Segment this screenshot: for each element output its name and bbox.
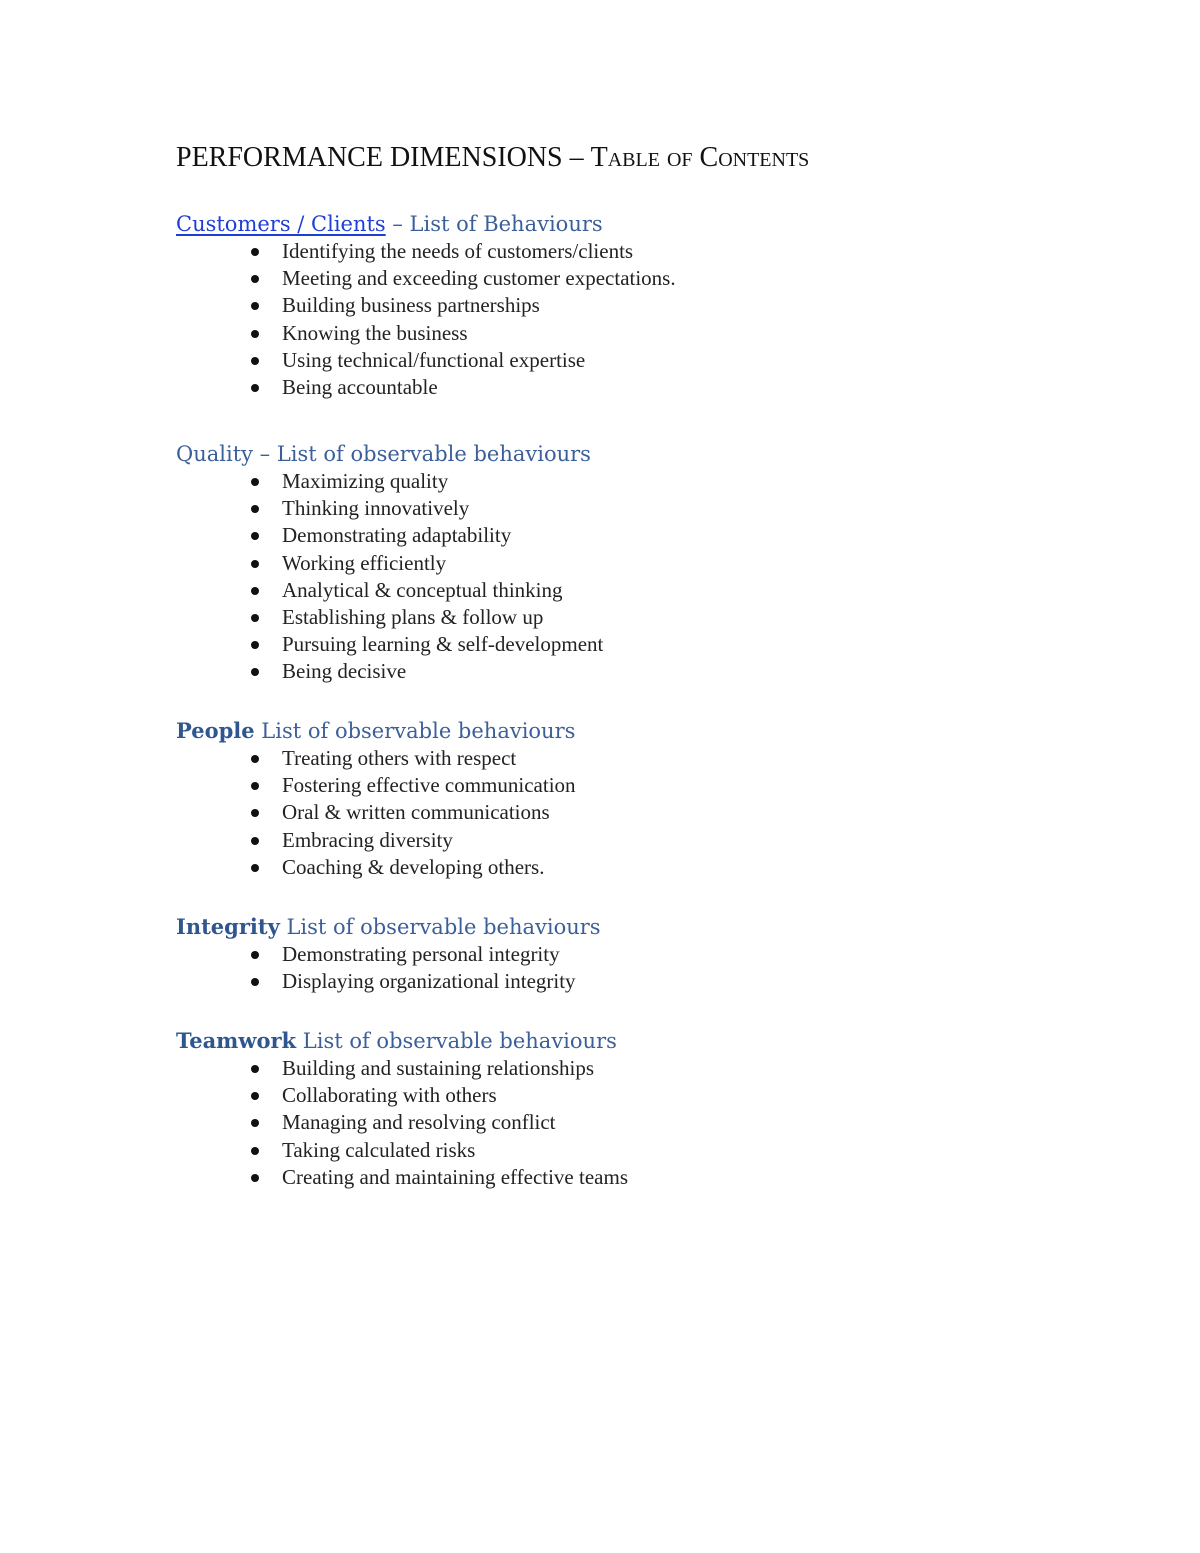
list-item-text: Fostering effective communication: [282, 773, 576, 798]
list-item-text: Coaching & developing others.: [282, 854, 545, 879]
list-item-text: Embracing diversity: [282, 827, 453, 852]
list-item-text: Building business partnerships: [282, 293, 540, 318]
section-heading-keyword: Quality: [176, 442, 253, 466]
section-people: [176, 717, 1076, 881]
list-item: [176, 1109, 1076, 1136]
list-item: [176, 468, 1076, 495]
list-item: [176, 827, 1076, 854]
bullet-icon: [251, 1092, 259, 1100]
list-item: [176, 347, 1076, 374]
bullet-icon: [251, 782, 259, 790]
list-item: [176, 495, 1076, 522]
list-item: [176, 604, 1076, 631]
behaviour-list-people: [176, 745, 1076, 881]
section-heading-text: List of observable behaviours: [296, 1029, 617, 1053]
list-item-text: Being decisive: [282, 659, 407, 684]
section-heading-text: List of observable behaviours: [254, 719, 576, 743]
bullet-icon: [251, 755, 259, 763]
section-heading-keyword: People: [176, 718, 255, 743]
list-item-text: Thinking innovatively: [282, 496, 470, 521]
list-item: [176, 799, 1076, 826]
list-item: [176, 577, 1076, 604]
bullet-icon: [251, 1065, 259, 1073]
bullet-icon: [251, 302, 259, 310]
list-item: [176, 1137, 1076, 1164]
section-heading-text: List of observable behaviours: [279, 915, 601, 939]
list-item: [176, 265, 1076, 292]
section-heading-text: – List of observable behaviours: [253, 442, 591, 466]
list-item: [176, 292, 1076, 319]
bullet-icon: [251, 330, 259, 338]
list-item: [176, 854, 1076, 881]
customers-clients-link[interactable]: Customers / Clients: [176, 212, 386, 236]
list-item-text: Displaying organizational integrity: [282, 969, 576, 994]
list-item: [176, 772, 1076, 799]
list-item-text: Oral & written communications: [282, 800, 550, 825]
list-item: [176, 522, 1076, 549]
list-item: [176, 1082, 1076, 1109]
bullet-icon: [251, 809, 259, 817]
bullet-icon: [251, 951, 259, 959]
bullet-icon: [251, 587, 259, 595]
behaviour-list-integrity: [176, 941, 1076, 995]
list-item: [176, 550, 1076, 577]
section-teamwork: [176, 1027, 1076, 1191]
list-item-text: Knowing the business: [282, 320, 468, 345]
list-item: [176, 1164, 1076, 1191]
list-item: [176, 745, 1076, 772]
behaviour-list-quality: [176, 468, 1076, 686]
bullet-icon: [251, 978, 259, 986]
list-item-text: Collaborating with others: [282, 1083, 497, 1108]
section-heading-text: – List of Behaviours: [385, 212, 603, 236]
section-heading-integrity: [176, 913, 1076, 941]
section-heading-keyword: Teamwork: [176, 1028, 297, 1053]
behaviour-list-customers: [176, 238, 1076, 401]
section-integrity: [176, 913, 1076, 995]
page-title-subtitle: Table of Contents: [590, 142, 810, 173]
list-item: [176, 374, 1076, 401]
section-heading-quality: [176, 440, 1076, 468]
list-item-text: Maximizing quality: [282, 469, 449, 493]
page-title: [176, 142, 809, 174]
list-item-text: Identifying the needs of customers/clients: [282, 239, 634, 263]
bullet-icon: [251, 837, 259, 845]
list-item-text: Working efficiently: [282, 550, 447, 575]
bullet-icon: [251, 248, 259, 256]
behaviour-list-teamwork: [176, 1055, 1076, 1191]
list-item-text: Building and sustaining relationships: [282, 1056, 595, 1080]
bullet-icon: [251, 668, 259, 676]
bullet-icon: [251, 478, 259, 486]
list-item-text: Taking calculated risks: [282, 1137, 476, 1162]
list-item-text: Using technical/functional expertise: [282, 347, 586, 372]
bullet-icon: [251, 641, 259, 649]
list-item-text: Demonstrating personal integrity: [282, 942, 560, 966]
list-item-text: Demonstrating adaptability: [282, 523, 512, 548]
section-customers: [176, 210, 1076, 401]
bullet-icon: [251, 864, 259, 872]
section-heading-people: [176, 717, 1076, 745]
bullet-icon: [251, 357, 259, 365]
list-item-text: Being accountable: [282, 374, 438, 399]
section-quality: [176, 440, 1076, 686]
list-item-text: Establishing plans & follow up: [282, 604, 544, 629]
bullet-icon: [251, 384, 259, 392]
list-item-text: Analytical & conceptual thinking: [282, 577, 563, 602]
list-item-text: Meeting and exceeding customer expectations.: [282, 266, 676, 291]
bullet-icon: [251, 614, 259, 622]
bullet-icon: [251, 275, 259, 283]
list-item: [176, 320, 1076, 347]
list-item: [176, 658, 1076, 685]
list-item: [176, 968, 1076, 995]
bullet-icon: [251, 560, 259, 568]
bullet-icon: [251, 1119, 259, 1127]
list-item: [176, 1055, 1076, 1082]
section-heading-keyword: Integrity: [176, 914, 280, 939]
bullet-icon: [251, 505, 259, 513]
list-item-text: Pursuing learning & self-development: [282, 632, 604, 657]
bullet-icon: [251, 1147, 259, 1155]
section-heading-teamwork: [176, 1027, 1076, 1055]
bullet-icon: [251, 1174, 259, 1182]
list-item: [176, 941, 1076, 968]
list-item: [176, 238, 1076, 265]
list-item: [176, 631, 1076, 658]
bullet-icon: [251, 532, 259, 540]
list-item-text: Managing and resolving conflict: [282, 1110, 556, 1135]
page-title-main: PERFORMANCE DIMENSIONS –: [176, 142, 591, 173]
section-heading-customers: [176, 210, 1076, 238]
list-item-text: Creating and maintaining effective teams: [282, 1164, 628, 1189]
list-item-text: Treating others with respect: [282, 746, 517, 770]
